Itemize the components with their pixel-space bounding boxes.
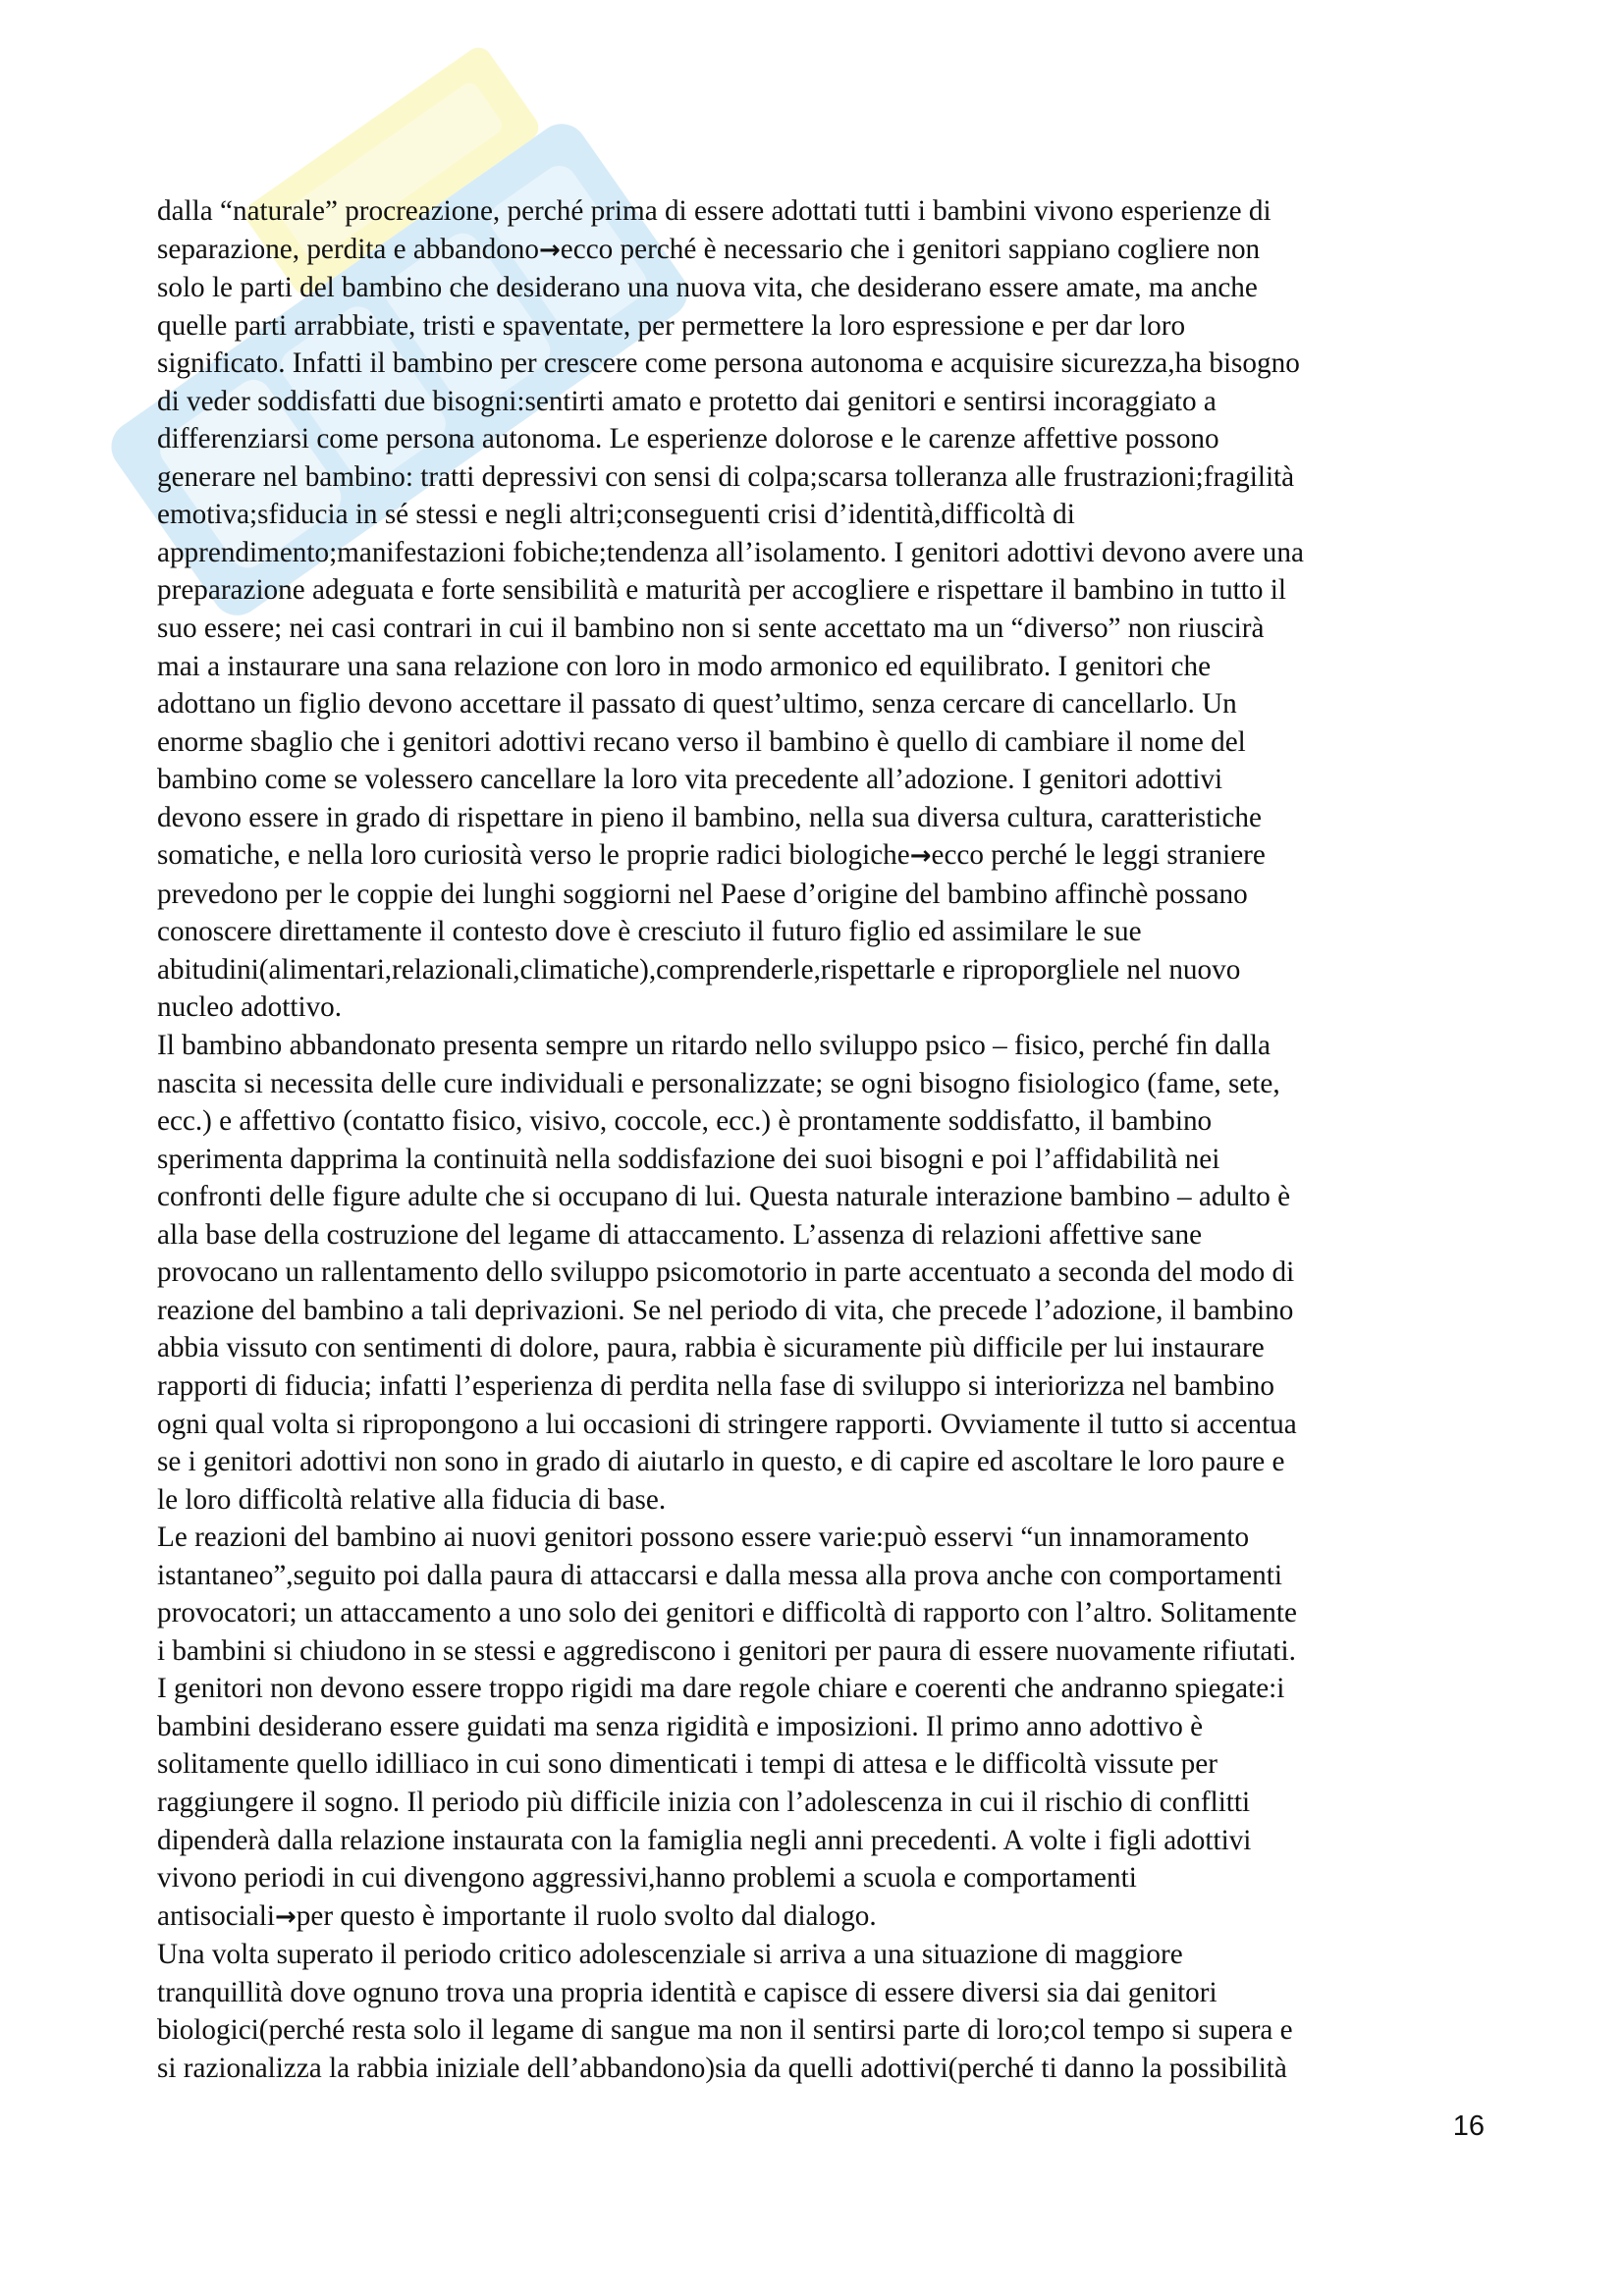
text-line — [157, 231, 1485, 270]
text-line — [157, 951, 1485, 989]
text-line — [157, 648, 1485, 686]
text-segment: bambini desiderano essere guidati ma senza rigidità e imposizioni. Il primo anno adottivo è — [157, 1710, 1204, 1742]
text-segment: Una volta superato il periodo critico adolescenziale si arriva a una situazione di maggiore — [157, 1939, 1183, 1971]
text-line — [157, 1292, 1485, 1330]
text-segment: generare nel bambino: tratti depressivi con sensi di colpa;scarsa tolleranza alle frustrazioni;fragilità — [157, 460, 1295, 493]
right-arrow-icon: → — [909, 841, 932, 872]
text-segment: si razionalizza la rabbia iniziale dell’abbandono)sia da quelli adottivi(perché ti danno la possibilità — [157, 2052, 1287, 2084]
text-segment: raggiungere il sogno. Il periodo più difficile inizia con l’adolescenza in cui il rischio di conflitti — [157, 1786, 1251, 1818]
text-line — [157, 1822, 1485, 1860]
text-line — [157, 345, 1485, 383]
text-line — [157, 876, 1485, 914]
text-line — [157, 761, 1485, 799]
text-segment: reazione del bambino a tali deprivazioni. Se nel periodo di vita, che precede l’adozione, il bambino — [157, 1294, 1294, 1326]
text-line — [157, 1632, 1485, 1671]
text-segment: confronti delle figure adulte che si occupano di lui. Questa naturale interazione bambino – adulto è — [157, 1181, 1291, 1213]
text-segment: rapporti di fiducia; infatti l’esperienza di perdita nella fase di sviluppo si interiorizza nel bambino — [157, 1369, 1274, 1402]
text-line — [157, 723, 1485, 762]
text-segment: solitamente quello idilliaco in cui sono dimenticati i tempi di attesa e le difficoltà vissute per — [157, 1748, 1217, 1781]
text-line — [157, 1784, 1485, 1822]
text-segment: suo essere; nei casi contrari in cui il bambino non si sente accettato ma un “diverso” non riuscirà — [157, 613, 1265, 645]
text-segment: le loro difficoltà relative alla fiducia di base. — [157, 1483, 667, 1516]
body-text — [157, 192, 1485, 2087]
text-line — [157, 458, 1485, 497]
paragraph — [157, 1936, 1485, 2087]
text-line — [157, 685, 1485, 723]
text-line — [157, 1141, 1485, 1179]
text-line — [157, 496, 1485, 534]
text-segment: quelle parti arrabbiate, tristi e spaventate, per permettere la loro espressione e per dar loro — [157, 309, 1186, 342]
text-line — [157, 1974, 1485, 2012]
text-segment: I genitori non devono essere troppo rigidi ma dare regole chiare e coerenti che andranno spiegate:i — [157, 1673, 1285, 1705]
text-line — [157, 988, 1485, 1027]
text-segment: ecco perché le leggi straniere — [931, 839, 1266, 872]
text-segment: conoscere direttamente il contesto dove è cresciuto il futuro figlio ed assimilare le sue — [157, 916, 1142, 948]
text-line — [157, 1406, 1485, 1444]
text-line — [157, 610, 1485, 648]
text-segment: i bambini si chiudono in se stessi e aggrediscono i genitori per paura di essere nuovamente rifiutati. — [157, 1634, 1296, 1667]
text-segment: istantaneo”,seguito poi dalla paura di attaccarsi e dalla messa alla prova anche con comportamenti — [157, 1559, 1282, 1591]
text-segment: ogni qual volta si ripropongono a lui occasioni di stringere rapporti. Ovviamente il tutto si accentua — [157, 1408, 1297, 1440]
text-segment: abbia vissuto con sentimenti di dolore, paura, rabbia è sicuramente più difficile per lui instaurare — [157, 1332, 1265, 1364]
text-segment: provocatori; un attaccamento a uno solo dei genitori e difficoltà di rapporto con l’altro. Solitamente — [157, 1597, 1297, 1629]
text-line — [157, 1216, 1485, 1255]
text-line — [157, 307, 1485, 346]
text-segment: nascita si necessita delle cure individuali e personalizzate; se ogni bisogno fisiologico (fame, sete, — [157, 1067, 1280, 1099]
text-segment: se i genitori adottivi non sono in grado di aiutarlo in questo, e di capire ed ascoltare le loro paure e — [157, 1446, 1285, 1478]
text-segment: nucleo adottivo. — [157, 991, 343, 1024]
text-line — [157, 571, 1485, 610]
text-segment: enorme sbaglio che i genitori adottivi recano verso il bambino è quello di cambiare il nome del — [157, 725, 1246, 758]
page-number: 16 — [1452, 2110, 1485, 2142]
text-segment: per questo è importante il ruolo svolto dal dialogo. — [296, 1899, 877, 1932]
text-line — [157, 836, 1485, 876]
text-line — [157, 1594, 1485, 1632]
text-segment: dalla “naturale” procreazione, perché prima di essere adottati tutti i bambini vivono esperienze di — [157, 195, 1271, 227]
text-segment: somatiche, e nella loro curiosità verso le proprie radici biologiche — [157, 839, 910, 872]
text-line — [157, 1745, 1485, 1784]
text-line — [157, 1367, 1485, 1406]
text-line — [157, 1519, 1485, 1557]
text-segment: bambino come se volessero cancellare la loro vita precedente all’adozione. I genitori adottivi — [157, 764, 1223, 796]
text-segment: prevedono per le coppie dei lunghi soggiorni nel Paese d’origine del bambino affinchè possano — [157, 878, 1248, 910]
text-line — [157, 1670, 1485, 1708]
paragraph — [157, 192, 1485, 1027]
text-line — [157, 1254, 1485, 1292]
text-line — [157, 383, 1485, 421]
text-segment: ecco perché è necessario che i genitori sappiano cogliere non — [560, 233, 1261, 265]
text-segment: dipenderà dalla relazione instaurata con la famiglia negli anni precedenti. A volte i figli adottivi — [157, 1824, 1252, 1856]
text-segment: Il bambino abbandonato presenta sempre un ritardo nello sviluppo psico – fisico, perché fin dalla — [157, 1030, 1271, 1062]
text-segment: significato. Infatti il bambino per crescere come persona autonoma e acquisire sicurezza,ha bisogno — [157, 347, 1300, 380]
text-line — [157, 1443, 1485, 1481]
text-line — [157, 269, 1485, 307]
text-line — [157, 534, 1485, 572]
text-segment: ecc.) e affettivo (contatto fisico, visivo, coccole, ecc.) è prontamente soddisfatto, il bambino — [157, 1105, 1213, 1138]
text-segment: mai a instaurare una sana relazione con loro in modo armonico ed equilibrato. I genitori che — [157, 650, 1212, 682]
text-segment: vivono periodi in cui divengono aggressivi,hanno problemi a scuola e comportamenti — [157, 1862, 1137, 1895]
text-line — [157, 799, 1485, 837]
text-segment: Le reazioni del bambino ai nuovi genitori possono essere varie:può esservi “un innamoramento — [157, 1522, 1250, 1554]
text-segment: differenziarsi come persona autonoma. Le esperienze dolorose e le carenze affettive possono — [157, 423, 1219, 455]
text-line — [157, 420, 1485, 458]
text-segment: solo le parti del bambino che desiderano una nuova vita, che desiderano essere amate, ma anche — [157, 272, 1258, 304]
text-line — [157, 1557, 1485, 1595]
text-segment: apprendimento;manifestazioni fobiche;tendenza all’isolamento. I genitori adottivi devono avere una — [157, 536, 1304, 568]
text-segment: antisociali — [157, 1899, 275, 1932]
text-segment: di veder soddisfatti due bisogni:sentirti amato e protetto dai genitori e sentirsi incoraggiato a — [157, 385, 1217, 417]
text-line — [157, 1897, 1485, 1937]
text-line — [157, 1936, 1485, 1974]
paragraph — [157, 1027, 1485, 1519]
text-segment: biologici(perché resta solo il legame di sangue ma non il sentirsi parte di loro;col tempo si supera e — [157, 2014, 1293, 2047]
text-line — [157, 2050, 1485, 2088]
text-segment: preparazione adeguata e forte sensibilità e maturità per accogliere e rispettare il bambino in tutto il — [157, 574, 1286, 607]
text-segment: alla base della costruzione del legame di attaccamento. L’assenza di relazioni affettive sane — [157, 1218, 1203, 1251]
right-arrow-icon: → — [274, 1901, 297, 1932]
text-segment: provocano un rallentamento dello sviluppo psicomotorio in parte accentuato a seconda del modo di — [157, 1256, 1295, 1289]
text-line — [157, 1102, 1485, 1141]
text-line — [157, 1859, 1485, 1897]
text-segment: sperimenta dapprima la continuità nella soddisfazione dei suoi bisogni e poi l’affidabilità nei — [157, 1143, 1220, 1175]
text-line — [157, 2011, 1485, 2050]
text-line — [157, 913, 1485, 951]
text-line — [157, 192, 1485, 231]
text-line — [157, 1027, 1485, 1065]
text-segment: abitudini(alimentari,relazionali,climatiche),comprenderle,rispettarle e riproporgliele nel nuovo — [157, 953, 1241, 986]
text-segment: separazione, perdita e abbandono — [157, 233, 539, 265]
text-line — [157, 1329, 1485, 1367]
text-segment: devono essere in grado di rispettare in pieno il bambino, nella sua diversa cultura, caratteristiche — [157, 801, 1262, 833]
text-segment: tranquillità dove ognuno trova una propria identità e capisce di essere diversi sia dai genitori — [157, 1976, 1217, 2008]
text-segment: adottano un figlio devono accettare il passato di quest’ultimo, senza cercare di cancellarlo. Un — [157, 688, 1237, 721]
right-arrow-icon: → — [539, 235, 561, 265]
text-line — [157, 1178, 1485, 1216]
text-line — [157, 1065, 1485, 1103]
text-segment: emotiva;sfiducia in sé stessi e negli altri;conseguenti crisi d’identità,difficoltà di — [157, 499, 1075, 531]
text-line — [157, 1708, 1485, 1746]
text-line — [157, 1481, 1485, 1520]
paragraph — [157, 1519, 1485, 1936]
